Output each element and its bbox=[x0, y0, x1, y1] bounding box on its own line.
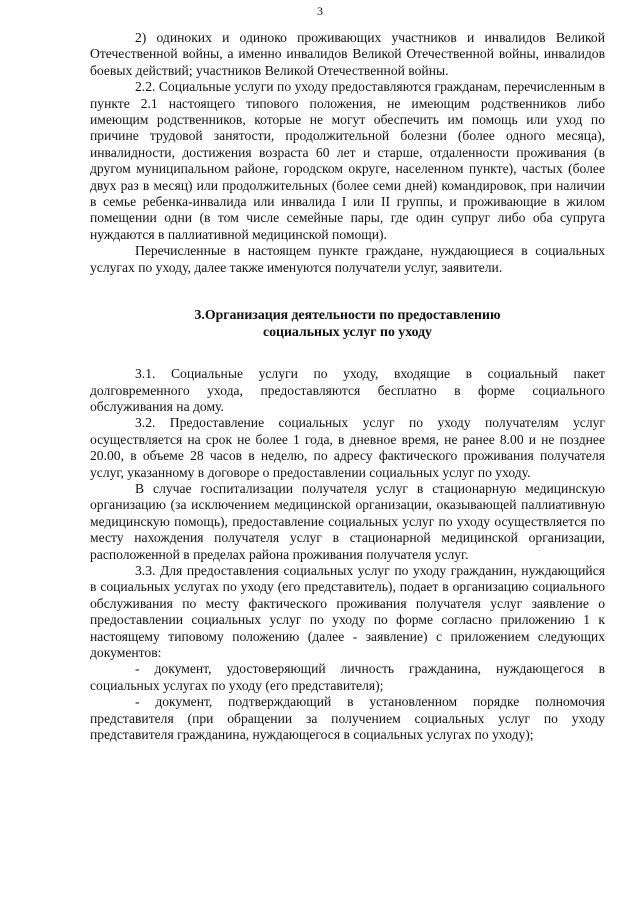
list-item-identity-document: - документ, удостоверяющий личность гражданина, нуждающегося в социальных услугах по уходу (его представителя); bbox=[90, 661, 605, 693]
page-number: 3 bbox=[317, 4, 323, 18]
paragraph-2-item-2: 2) одиноких и одиноко проживающих участников и инвалидов Великой Отечественной войны, а именно инвалидов Великой Отечественной войны, инвалидов боевых действий; участников Великой Отечественной войны. bbox=[90, 30, 605, 78]
section-heading-line-2: социальных услуг по уходу bbox=[263, 324, 432, 340]
document-body bbox=[90, 30, 605, 743]
list-item-authority-document: - документ, подтверждающий в установленном порядке полномочия представителя (при обращении за получением социальных услуг по уходу представителя гражданина, нуждающегося в социальных услугах по уходу); bbox=[90, 694, 605, 743]
paragraph-hospitalization: В случае госпитализации получателя услуг в стационарную медицинскую организацию (за исключением медицинской организации, оказывающей паллиативную медицинскую помощь), предоставление социальных услуг по уходу осуществляется по месту нахождения получателя услуг в стационарной медицинской организации, расположенной в пределах района проживания получателя услуг. bbox=[90, 480, 605, 562]
paragraph-3-3: 3.3. Для предоставления социальных услуг по уходу гражданин, нуждающийся в социальных услугах по уходу (его представитель), подает в организацию социального обслуживания по месту фактического проживания получателя услуг заявление о предоставлении социальных услуг по уходу по форме согласно приложению 1 к настоящему типовому положению (далее - заявление) с приложением следующих документов: bbox=[90, 562, 605, 660]
paragraph-3-1: 3.1. Социальные услуги по уходу, входящие в социальный пакет долговременного ухода, предоставляются бесплатно в форме социального обслуживания на дому. bbox=[90, 366, 605, 414]
paragraph-2-2: 2.2. Социальные услуги по уходу предоставляются гражданам, перечисленным в пункте 2.1 настоящего типового положения, не имеющим родственников либо имеющим родственников, которые не могут обеспечить им помощь или уход по причине трудовой занятости, продолжительной болезни (более одного месяца), инвалидности, достижения возраста 60 лет и старше, отдаленности проживания (в другом муниципальном районе, городском округе, населенном пункте), частых (более двух раз в месяц) или продолжительных (более семи дней) командировок, при наличии в семье ребенка-инвалида или инвалида I или II группы, и проживающие в жилом помещении одни (в том числе семейные пары, где один супруг либо оба супруга нуждаются в паллиативной медицинской помощи). bbox=[90, 79, 605, 242]
paragraph-3-2: 3.2. Предоставление социальных услуг по уходу получателям услуг осуществляется на срок не более 1 года, в дневное время, не ранее 8.00 и не позднее 20.00, в объеме 28 часов в неделю, по адресу фактического проживания получателя услуг, указанному в договоре о предоставлении социальных услуг по уходу. bbox=[90, 415, 605, 480]
section-heading-line-1: 3.Организация деятельности по предоставлению bbox=[194, 307, 501, 323]
paragraph-recipients-note: Перечисленные в настоящем пункте граждане, нуждающиеся в социальных услугах по уходу, далее также именуются получатели услуг, заявители. bbox=[90, 243, 605, 275]
